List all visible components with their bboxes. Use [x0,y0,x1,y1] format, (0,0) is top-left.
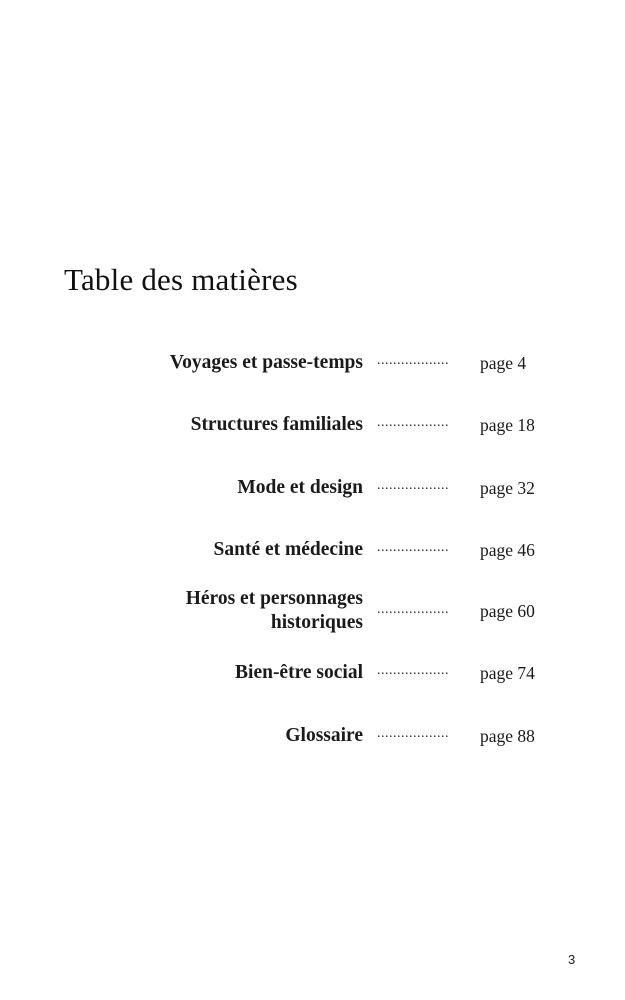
dot-leader: .................. [377,478,449,493]
toc-entry[interactable] [0,475,625,515]
toc-entry[interactable] [0,412,625,452]
dot-leader: .................. [377,663,449,678]
toc-entry[interactable] [0,725,625,765]
toc-page-ref: page 60 [480,601,535,621]
toc-entry-label: Structures familiales [190,414,363,435]
toc-entry-label: Voyages et passe-temps [169,352,363,373]
dot-leader: .................. [377,726,449,741]
toc-page-ref: page 74 [480,663,535,683]
toc-page-ref: page 18 [480,415,535,435]
page-number: 3 [568,952,576,967]
toc-entry-label: Santé et médecine [213,539,363,560]
toc-page-ref: page 88 [480,726,535,746]
toc-entry[interactable] [0,350,625,390]
dot-leader: .................. [377,602,449,617]
dot-leader: .................. [377,353,449,368]
toc-entry-label-line2: historiques [270,612,363,633]
toc-entry-label: Mode et design [237,477,363,498]
toc-entry[interactable] [0,588,625,638]
page-title: Table des matières [64,262,298,297]
dot-leader: .................. [377,415,449,430]
toc-page-ref: page 4 [480,353,527,373]
toc-page-ref: page 32 [480,478,535,498]
toc-entry[interactable] [0,537,625,577]
toc-entry-label: Bien-être social [235,662,363,683]
toc-entry[interactable] [0,662,625,702]
toc-entry-label: Héros et personnages [185,588,363,609]
toc-entry-label: Glossaire [285,725,363,746]
dot-leader: .................. [377,540,449,555]
toc-page-ref: page 46 [480,540,535,560]
